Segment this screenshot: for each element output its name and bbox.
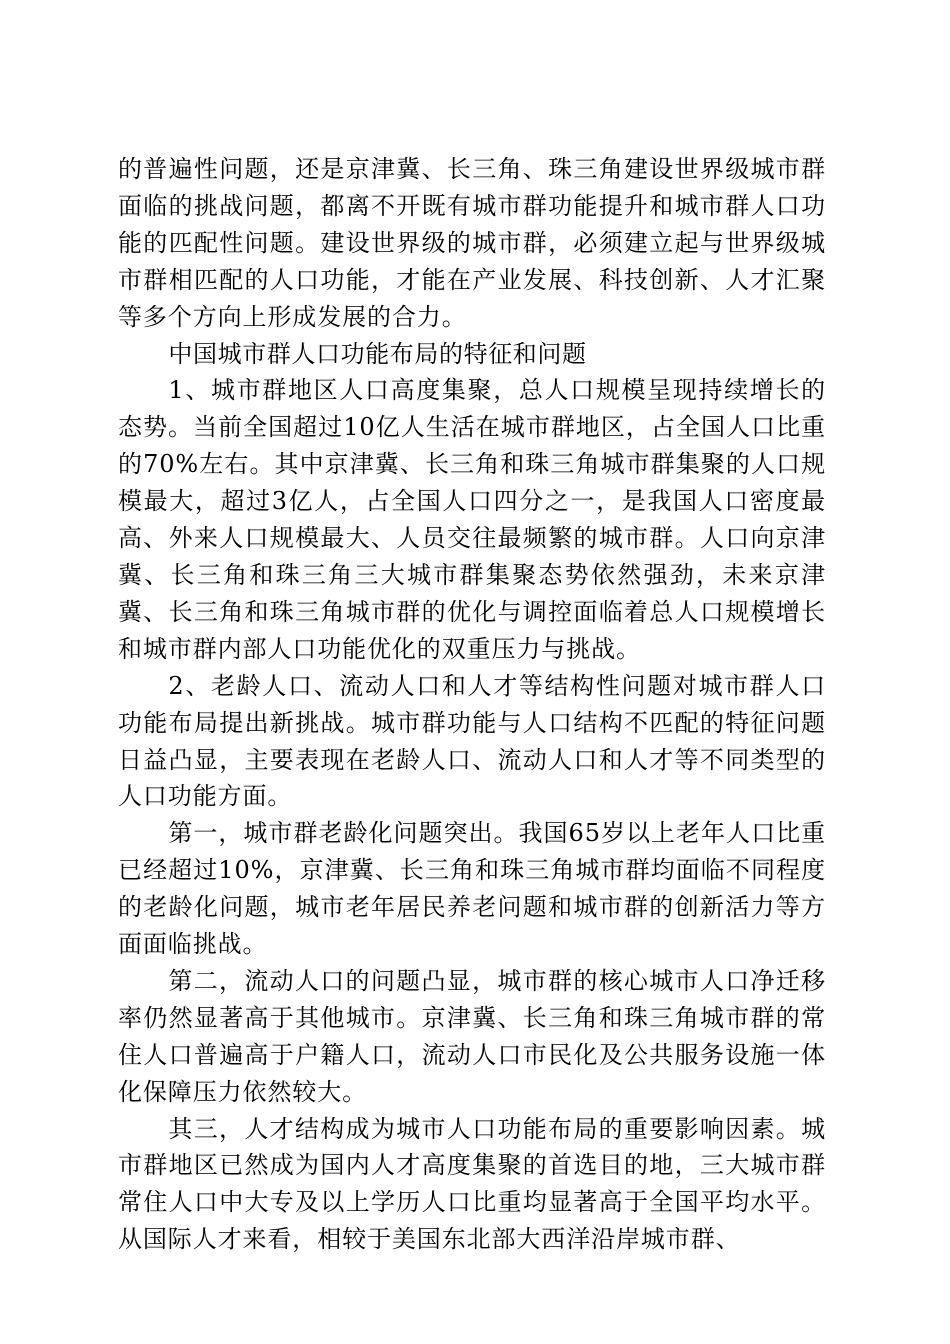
paragraph-talent-structure: 其三，人才结构成为城市人口功能布局的重要影响因素。城市群地区已然成为国内人才高度集聚的首选目的地，三大城市群常住人口中大专及以上学历人口比重均显著高于全国平均水平。从国际人才来看，相较于美国东北部大西洋沿岸城市群、 [118,1114,826,1254]
paragraph-population-concentration: 1、城市群地区人口高度集聚，总人口规模呈现持续增长的态势。当前全国超过10亿人生活在城市群地区，占全国人口比重的70%左右。其中京津冀、长三角和珠三角城市群集聚的人口规模最大，超过3亿人，占全国人口四分之一，是我国人口密度最高、外来人口规模最大、人员交往最频繁的城市群。人口向京津冀、长三角和珠三角三大城市群集聚态势依然强劲，未来京津冀、长三角和珠三角城市群的优化与调控面临着总人口规模增长和城市群内部人口功能优化的双重压力与挑战。 [118,376,826,663]
paragraph-structural-issues: 2、老龄人口、流动人口和人才等结构性问题对城市群人口功能布局提出新挑战。城市群功能与人口结构不匹配的特征问题日益凸显，主要表现在老龄人口、流动人口和人才等不同类型的人口功能方面。 [118,671,826,811]
section-heading: 中国城市群人口功能布局的特征和问题 [168,339,587,368]
paragraph-aging: 第一，城市群老龄化问题突出。我国65岁以上老年人口比重已经超过10%，京津冀、长三角和珠三角城市群均面临不同程度的老龄化问题，城市老年居民养老问题和城市群的创新活力等方面面临挑战。 [118,819,826,959]
paragraph-floating-population: 第二，流动人口的问题凸显，城市群的核心城市人口净迁移率仍然显著高于其他城市。京津冀、长三角和珠三角城市群的常住人口普遍高于户籍人口，流动人口市民化及公共服务设施一体化保障压力依然较大。 [118,966,826,1106]
paragraph-continuation: 的普遍性问题，还是京津冀、长三角、珠三角建设世界级城市群面临的挑战问题，都离不开既有城市群功能提升和城市群人口功能的匹配性问题。建设世界级的城市群，必须建立起与世界级城市群相匹配的人口功能，才能在产业发展、科技创新、人才汇聚等多个方向上形成发展的合力。 [118,155,826,331]
document-body [118,151,826,1258]
